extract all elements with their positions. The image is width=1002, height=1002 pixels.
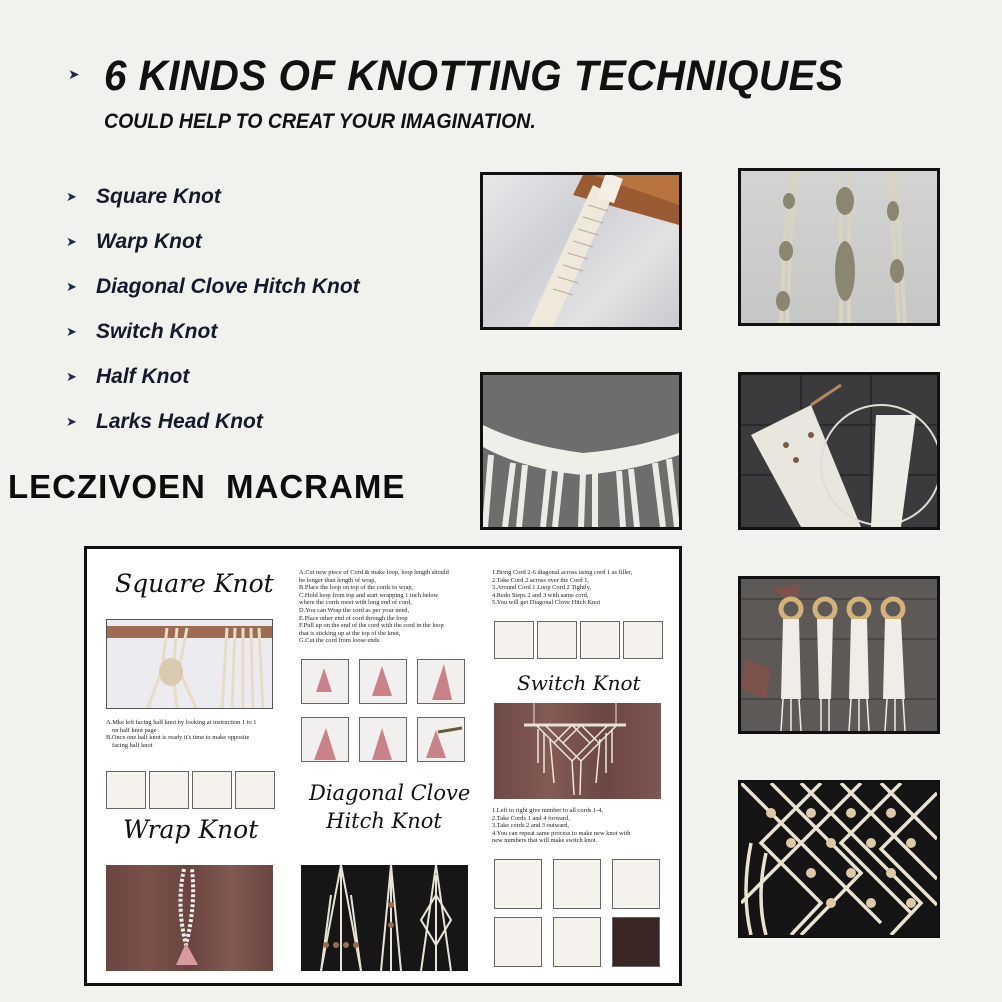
step-diagram-thumb [106,771,146,809]
list-item [66,219,360,264]
page-subtitle: COULD HELP TO CREAT YOUR IMAGINATION. [104,110,536,133]
diagonal-clove-hitch-steps: 1.Bring Cord 2-6 diagonal across using cord 1 as filler, 2.Take Cord 2 across over the Cord 1, 3.Around Cord 1 Loop Cord 2 Tightly, 4.Redo Steps 2 and 3 with same cord, 5.You will get Diagonal Clove Hitch Knot [492,569,633,607]
switch-knot-steps: 1.Left to right give number to all cords 1-4, 2.Take Cords 1 and 4 forward, 3.Take cords 2 and 3 outward, 4.You can repeat same process to make new knot with new numbers that will make switch knot. [492,807,631,845]
keychain-photo [738,576,940,734]
step-diagram-thumb [553,917,601,967]
triangle-bullet-icon: ➤ [66,413,77,429]
wrap-knot-steps: A.Cut new piece of Cord & make loop, loop length should be longer than length of wrap, B.Place the loop on top of the cords to wrap, C.Hold loop from top and start wrapping 1 inch below where the cords meet with long end of cord, D.You can Wrap the cord as per your need, E.Place other end of cord through the loop F.Pull up on the end of the cord with the cord in the loop that is sticking up at the top of the knot, G.Cut the cord from loose ends. [299,569,449,645]
triangle-bullet-icon: ➤ [66,188,77,204]
list-item [66,309,360,354]
net-pattern-photo [738,780,940,938]
step-diagram-thumb [192,771,232,809]
tassel-step-thumb [359,717,407,762]
larks-head-photo [480,372,682,530]
tassel-step-thumb [301,659,349,704]
square-knot-sheet-photo [106,619,273,709]
triangle-bullet-icon: ➤ [66,368,77,384]
technique-label: Warp Knot [96,229,202,253]
step-diagram-thumb [494,859,542,909]
step-diagram-thumb [623,621,663,659]
spiral-knot-photo [738,168,940,326]
technique-label: Half Knot [96,364,190,388]
square-knot-heading: Square Knot [115,569,274,598]
list-item [66,264,360,309]
square-knot-photo [480,172,682,330]
switch-knot-heading: Switch Knot [517,671,641,695]
tassel-step-thumb [359,659,407,704]
technique-label: Larks Head Knot [96,409,263,433]
page-title: 6 KINDS OF KNOTTING TECHNIQUES [104,52,844,100]
tassel-step-thumb [417,717,465,762]
wall-hanging-photo [738,372,940,530]
triangle-bullet-icon: ➤ [66,233,77,249]
technique-label: Square Knot [96,184,221,208]
technique-label: Switch Knot [96,319,218,343]
step-diagram-thumb [580,621,620,659]
instruction-sheet [84,546,682,986]
list-item [66,174,360,219]
tassel-step-thumb [301,717,349,762]
diagonal-clove-hitch-heading: Diagonal Clove Hitch Knot [309,781,471,833]
step-diagram-thumb [537,621,577,659]
triangle-bullet-icon: ➤ [66,323,77,339]
step-diagram-thumb [149,771,189,809]
technique-list [66,174,360,444]
step-diagram-thumb [553,859,601,909]
step-diagram-thumb [494,917,542,967]
diagonal-clove-hitch-sheet-photo [301,865,468,971]
step-diagram-thumb [235,771,275,809]
triangle-bullet-icon: ➤ [68,66,80,82]
triangle-bullet-icon: ➤ [66,278,77,294]
wrap-knot-heading: Wrap Knot [123,815,259,844]
step-diagram-thumb [494,621,534,659]
tassel-step-thumb [417,659,465,704]
step-diagram-thumb [612,917,660,967]
list-item [66,354,360,399]
technique-label: Diagonal Clove Hitch Knot [96,274,360,298]
brand-name: LECZIVOEN MACRAME [8,468,406,505]
wrap-knot-sheet-photo [106,865,273,971]
square-knot-steps: A.Mke left facing half knot by looking at instruction 1 to 1 on half knot page B.Once one half knot is ready it's time to make opposite facing half knot [106,719,257,749]
list-item [66,399,360,444]
step-diagram-thumb [612,859,660,909]
switch-knot-sheet-photo [494,703,661,799]
